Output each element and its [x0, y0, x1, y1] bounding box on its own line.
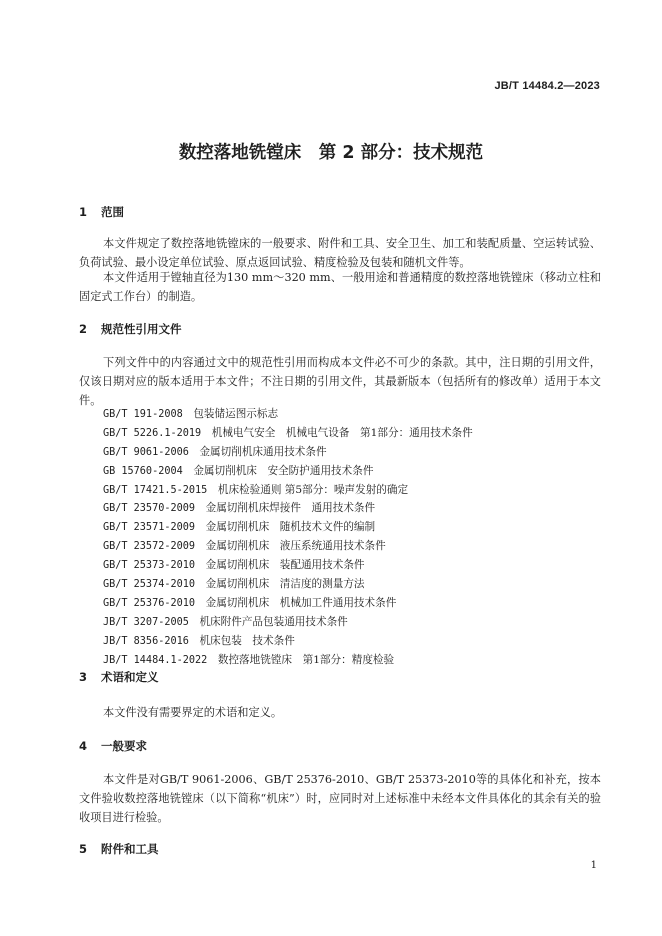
reference-title: 机床附件产品包装通用技术条件 — [188, 615, 348, 628]
reference-item — [103, 481, 473, 500]
reference-title: 金属切削机床 装配通用技术条件 — [195, 559, 365, 572]
reference-item — [103, 632, 473, 651]
reference-title: 包装储运图示标志 — [182, 408, 279, 420]
reference-standard-number: GB/T 23572-2009 — [103, 541, 196, 553]
reference-item — [103, 651, 473, 670]
section-heading-terms-and-definitions — [79, 669, 159, 685]
section-number: 2 — [79, 322, 88, 336]
section-title: 附件和工具 — [101, 842, 159, 856]
reference-standard-number: JB/T 8356-2016 — [103, 635, 189, 647]
section-title: 范围 — [101, 205, 125, 219]
section-title: 术语和定义 — [101, 670, 159, 684]
reference-title: 机床检验通则 第5部分：噪声发射的确定 — [207, 483, 409, 496]
general-requirements-paragraph: 本文件是对GB/T 9061-2006、GB/T 25376-2010、GB/T 25373-2010等的具体化和补充，按本文件验收数控落地铣镗床（以下简称“机床”）时，应同时对上述标准中未经本文件具体化的其余有关的验收项目进行检验。 — [79, 773, 601, 824]
scope-paragraph-2: 本文件适用于镗轴直径为130 mm～320 mm、一般用途和普通精度的数控落地铣镗床（移动立柱和固定式工作台）的制造。 — [79, 271, 601, 303]
page-number: 1 — [590, 860, 597, 871]
section-number: 5 — [79, 842, 88, 856]
section-number: 1 — [79, 205, 88, 219]
reference-title: 金属切削机床 液压系统通用技术条件 — [195, 540, 386, 553]
reference-item — [103, 499, 473, 518]
reference-standard-number: GB/T 25373-2010 — [103, 560, 196, 572]
reference-title: 机床包装 技术条件 — [188, 634, 295, 647]
reference-item — [103, 594, 473, 613]
reference-title: 金属切削机床 随机技术文件的编制 — [195, 521, 376, 534]
references-intro-paragraph: 下列文件中的内容通过文中的规范性引用而构成本文件必不可少的条款。其中，注日期的引用文件，仅该日期对应的版本适用于本文件；不注日期的引用文件，其最新版本（包括所有的修改单）适用于本文件。 — [79, 356, 601, 407]
reference-item — [103, 556, 473, 575]
reference-title: 金属切削机床 机械加工件通用技术条件 — [195, 596, 397, 609]
section-title: 规范性引用文件 — [101, 322, 182, 336]
reference-standard-number: GB/T 23570-2009 — [103, 503, 196, 515]
reference-title: 数控落地铣镗床 第1部分：精度检验 — [207, 653, 395, 666]
section-number: 4 — [79, 739, 88, 753]
section-heading-scope — [79, 204, 124, 220]
section-title: 一般要求 — [101, 739, 148, 753]
reference-item — [103, 405, 473, 424]
reference-standard-number: GB/T 5226.1-2019 — [103, 427, 202, 439]
section-number: 3 — [79, 670, 88, 684]
reference-item — [103, 613, 473, 632]
standard-code: JB/T 14484.2—2023 — [494, 80, 600, 92]
reference-standard-number: GB/T 9061-2006 — [103, 446, 189, 458]
reference-item — [103, 443, 473, 462]
reference-title: 金属切削机床 安全防护通用技术条件 — [182, 464, 374, 477]
reference-standard-number: GB/T 25376-2010 — [103, 597, 196, 609]
reference-standard-number: GB 15760-2004 — [103, 465, 183, 477]
section-heading-normative-references — [79, 321, 182, 337]
reference-item — [103, 537, 473, 556]
reference-list — [103, 405, 473, 669]
section-heading-general-requirements — [79, 738, 147, 754]
reference-title: 金属切削机床通用技术条件 — [188, 445, 327, 458]
reference-item — [103, 462, 473, 481]
reference-title: 金属切削机床 清洁度的测量方法 — [195, 578, 365, 591]
section-heading-accessories-and-tools — [79, 841, 159, 857]
reference-title: 金属切削机床焊接件 通用技术条件 — [195, 502, 376, 515]
reference-item — [103, 575, 473, 594]
reference-standard-number: GB/T 191-2008 — [103, 409, 183, 420]
reference-standard-number: GB/T 17421.5-2015 — [103, 484, 208, 496]
reference-item — [103, 424, 473, 443]
scope-paragraph-1: 本文件规定了数控落地铣镗床的一般要求、附件和工具、安全卫生、加工和装配质量、空运转试验、负荷试验、最小设定单位试验、原点返回试验、精度检验及包装和随机文件等。 — [79, 237, 601, 269]
terms-paragraph: 本文件没有需要界定的术语和定义。 — [103, 706, 283, 719]
reference-item — [103, 518, 473, 537]
document-title: 数控落地铣镗床 第 2 部分：技术规范 — [178, 143, 484, 163]
reference-standard-number: JB/T 3207-2005 — [103, 616, 189, 628]
reference-standard-number: GB/T 25374-2010 — [103, 579, 196, 591]
reference-title: 机械电气安全 机械电气设备 第1部分：通用技术条件 — [201, 426, 473, 439]
reference-standard-number: GB/T 23571-2009 — [103, 522, 196, 534]
reference-standard-number: JB/T 14484.1-2022 — [103, 654, 208, 666]
